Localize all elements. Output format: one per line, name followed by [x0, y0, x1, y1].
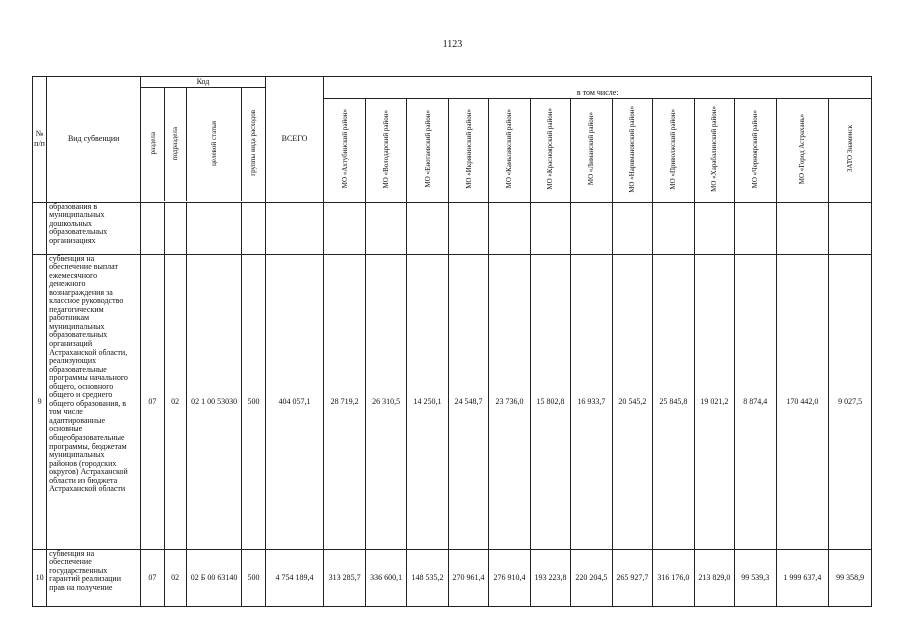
header-mo: МО «Лиманский район»: [571, 98, 612, 202]
row-municipality-value: [612, 202, 652, 254]
row-municipality-value: 193 223,8: [530, 549, 570, 606]
row-description: субвенция на обеспечение государственных гарантий реализации прав на получение: [47, 549, 141, 606]
row-razdel: [141, 202, 164, 254]
row-total: [265, 202, 324, 254]
header-mo: МО «Енотаевский район»: [407, 98, 448, 202]
header-zato: ЗАТО Знаменск: [829, 98, 872, 202]
row-municipality-value: 23 736,0: [489, 254, 530, 549]
row-municipality-value: 24 548,7: [448, 254, 488, 549]
header-num: № п/п: [33, 77, 47, 203]
row-municipality-value: 270 961,4: [448, 549, 488, 606]
row-municipality-value: 14 250,1: [407, 254, 448, 549]
row-municipality-value: [735, 202, 776, 254]
header-mo: МО «Приволжский район»: [653, 98, 694, 202]
row-number: 9: [33, 254, 47, 549]
row-municipality-value: 8 874,4: [735, 254, 776, 549]
row-celevaya-statya: 02 Б 00 63140: [186, 549, 242, 606]
row-municipality-value: [407, 202, 448, 254]
row-municipality-value: [694, 202, 734, 254]
header-kod-subcols: [141, 88, 265, 203]
row-total: 4 754 189,4: [265, 549, 324, 606]
header-kod-celevaya: целевой статьи: [186, 88, 241, 201]
page-number: 1123: [442, 39, 463, 50]
subvention-table: [32, 76, 872, 607]
row-municipality-value: [365, 202, 406, 254]
row-podrazdel: 02: [164, 254, 186, 549]
row-municipality-value: 220 204,5: [571, 549, 612, 606]
table-row: [33, 202, 872, 254]
row-municipality-value: 148 535,2: [407, 549, 448, 606]
header-kod-podrazdel: подраздела: [164, 88, 186, 201]
row-municipality-value: 99 358,9: [829, 549, 872, 606]
row-municipality-value: [571, 202, 612, 254]
header-kod-gruppa: группы вида расходов: [249, 110, 258, 177]
header-kod-razdel: раздела: [141, 88, 164, 201]
row-celevaya-statya: 02 1 00 53030: [186, 254, 242, 549]
row-municipality-value: 26 310,5: [365, 254, 406, 549]
row-municipality-value: [448, 202, 488, 254]
header-mo: МО «Ахтубинский район»: [324, 98, 365, 202]
row-description: субвенция на обеспечение выплат ежемесячного денежного вознаграждения за классное руководство педагогическим работникам муниципальных образовательных организаций Астраханской области, реализующих образовательные программы начального общего, основного общего и среднего общего образования, в том числе адаптированные основные общеобразовательные программы, бюджетам муниципальных районов (городских округов) Астраханской области из бюджета Астраханской области: [47, 254, 141, 549]
row-podrazdel: [164, 202, 186, 254]
row-gruppa-vida: 500: [242, 254, 265, 549]
row-description: образования в муниципальных дошкольных образовательных организациях: [47, 202, 141, 254]
row-municipality-value: 16 933,7: [571, 254, 612, 549]
row-municipality-value: [653, 202, 694, 254]
row-municipality-value: 9 027,5: [829, 254, 872, 549]
header-vsego: ВСЕГО: [265, 77, 324, 203]
row-municipality-value: 15 802,8: [530, 254, 570, 549]
row-total: 404 057,1: [265, 254, 324, 549]
row-municipality-value: 265 927,7: [612, 549, 652, 606]
row-number: 10: [33, 549, 47, 606]
table-row: [33, 549, 872, 606]
header-incl-group-spacer: [324, 77, 872, 88]
row-municipality-value: 20 545,2: [612, 254, 652, 549]
row-number: [33, 202, 47, 254]
header-vid-subvencii: Вид субвенции: [47, 77, 141, 203]
row-celevaya-statya: [186, 202, 242, 254]
row-gruppa-vida: [242, 202, 265, 254]
header-mo: МО «Володарский район»: [365, 98, 406, 202]
row-municipality-value: [530, 202, 570, 254]
header-mo: МО «Наримановский район»: [612, 98, 652, 202]
header-mo: МО «Харабалинский район»: [694, 98, 734, 202]
row-gruppa-vida: 500: [242, 549, 265, 606]
header-mo: МО «Камызякский район»: [489, 98, 530, 202]
row-razdel: 07: [141, 549, 164, 606]
header-mo: МО «Черноярский район»: [735, 98, 776, 202]
row-municipality-value: 170 442,0: [776, 254, 829, 549]
row-municipality-value: 28 719,2: [324, 254, 365, 549]
row-municipality-value: 99 539,3: [735, 549, 776, 606]
row-municipality-value: 25 845,8: [653, 254, 694, 549]
row-podrazdel: 02: [164, 549, 186, 606]
row-municipality-value: [776, 202, 829, 254]
row-municipality-value: 336 600,1: [365, 549, 406, 606]
header-v-tom-chisle: в том числе:: [324, 88, 872, 99]
row-municipality-value: [324, 202, 365, 254]
row-municipality-value: 316 176,0: [653, 549, 694, 606]
row-municipality-value: [829, 202, 872, 254]
row-municipality-value: 213 829,0: [694, 549, 734, 606]
row-razdel: 07: [141, 254, 164, 549]
header-mo: МО «Красноярский район»: [530, 98, 570, 202]
header-mo: МО «Город Астрахань»: [776, 98, 829, 202]
header-kod: Код: [141, 77, 265, 88]
table-row: [33, 254, 872, 549]
header-mo: МО «Икрянинский район»: [448, 98, 488, 202]
row-municipality-value: 1 999 637,4: [776, 549, 829, 606]
row-municipality-value: [489, 202, 530, 254]
row-municipality-value: 313 285,7: [324, 549, 365, 606]
row-municipality-value: 19 021,2: [694, 254, 734, 549]
row-municipality-value: 276 910,4: [489, 549, 530, 606]
